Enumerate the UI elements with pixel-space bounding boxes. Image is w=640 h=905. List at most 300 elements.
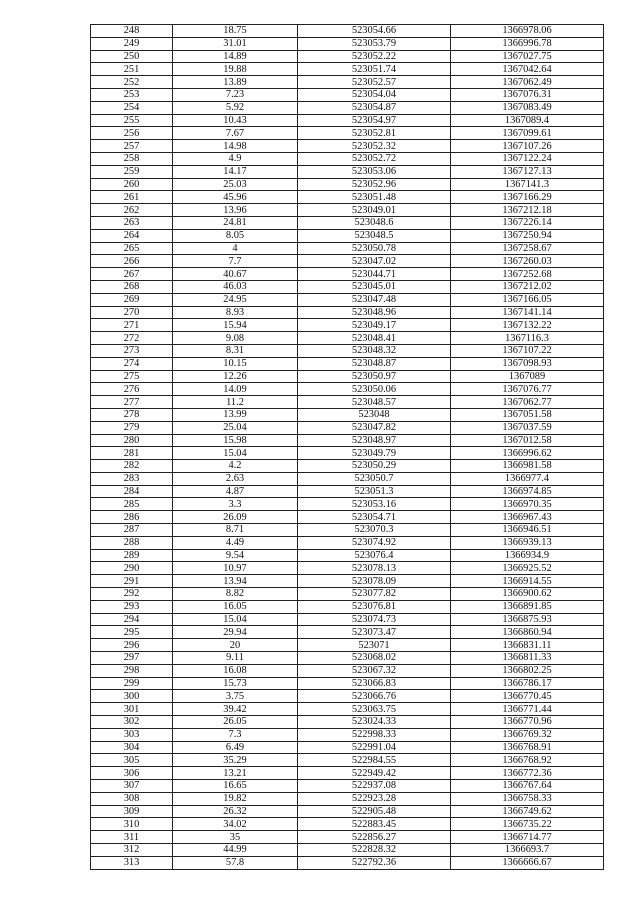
y-coordinate-cell: 1367141.14 — [451, 306, 604, 319]
point-number-cell: 262 — [91, 204, 173, 217]
x-coordinate-cell: 523054.66 — [298, 25, 451, 38]
x-coordinate-cell: 523052.81 — [298, 127, 451, 140]
table-row — [91, 204, 604, 217]
table-row — [91, 460, 604, 473]
point-number-cell: 283 — [91, 472, 173, 485]
y-coordinate-cell: 1367166.05 — [451, 293, 604, 306]
point-number-cell: 259 — [91, 165, 173, 178]
point-number-cell: 278 — [91, 408, 173, 421]
y-coordinate-cell: 1366996.78 — [451, 37, 604, 50]
x-coordinate-cell: 522949.42 — [298, 767, 451, 780]
y-coordinate-cell: 1366981.58 — [451, 460, 604, 473]
x-coordinate-cell: 523066.76 — [298, 690, 451, 703]
x-coordinate-cell: 523078.09 — [298, 575, 451, 588]
distance-cell: 9.08 — [173, 332, 298, 345]
distance-cell: 4.2 — [173, 460, 298, 473]
y-coordinate-cell: 1367062.49 — [451, 76, 604, 89]
y-coordinate-cell: 1367132.22 — [451, 319, 604, 332]
table-row — [91, 677, 604, 690]
point-number-cell: 289 — [91, 549, 173, 562]
point-number-cell: 303 — [91, 728, 173, 741]
distance-cell: 6.49 — [173, 741, 298, 754]
y-coordinate-cell: 1367212.18 — [451, 204, 604, 217]
point-number-cell: 250 — [91, 50, 173, 63]
y-coordinate-cell: 1366811.33 — [451, 652, 604, 665]
point-number-cell: 308 — [91, 792, 173, 805]
y-coordinate-cell: 1367089 — [451, 370, 604, 383]
point-number-cell: 253 — [91, 88, 173, 101]
y-coordinate-cell: 1366786.17 — [451, 677, 604, 690]
point-number-cell: 310 — [91, 818, 173, 831]
distance-cell: 3.75 — [173, 690, 298, 703]
table-row — [91, 114, 604, 127]
x-coordinate-cell: 523053.79 — [298, 37, 451, 50]
table-row — [91, 319, 604, 332]
x-coordinate-cell: 523024.33 — [298, 716, 451, 729]
x-coordinate-cell: 523063.75 — [298, 703, 451, 716]
table-row — [91, 524, 604, 537]
point-number-cell: 304 — [91, 741, 173, 754]
table-row — [91, 639, 604, 652]
point-number-cell: 284 — [91, 485, 173, 498]
x-coordinate-cell: 522923.28 — [298, 792, 451, 805]
table-row — [91, 575, 604, 588]
x-coordinate-cell: 523071 — [298, 639, 451, 652]
distance-cell: 3.3 — [173, 498, 298, 511]
table-row — [91, 741, 604, 754]
distance-cell: 16.08 — [173, 664, 298, 677]
y-coordinate-cell: 1366900.62 — [451, 588, 604, 601]
y-coordinate-cell: 1366977.4 — [451, 472, 604, 485]
distance-cell: 26.05 — [173, 716, 298, 729]
distance-cell: 18.75 — [173, 25, 298, 38]
y-coordinate-cell: 1366996.62 — [451, 447, 604, 460]
table-row — [91, 626, 604, 639]
distance-cell: 2.63 — [173, 472, 298, 485]
point-number-cell: 260 — [91, 178, 173, 191]
table-row — [91, 844, 604, 857]
point-number-cell: 272 — [91, 332, 173, 345]
x-coordinate-cell: 523070.3 — [298, 524, 451, 537]
point-number-cell: 309 — [91, 805, 173, 818]
distance-cell: 13.89 — [173, 76, 298, 89]
x-coordinate-cell: 523076.4 — [298, 549, 451, 562]
distance-cell: 19.82 — [173, 792, 298, 805]
x-coordinate-cell: 523048.6 — [298, 216, 451, 229]
point-number-cell: 248 — [91, 25, 173, 38]
x-coordinate-cell: 523048.57 — [298, 396, 451, 409]
point-number-cell: 268 — [91, 280, 173, 293]
table-row — [91, 50, 604, 63]
table-row — [91, 856, 604, 869]
table-row — [91, 434, 604, 447]
table-row — [91, 306, 604, 319]
point-number-cell: 295 — [91, 626, 173, 639]
distance-cell: 31.01 — [173, 37, 298, 50]
y-coordinate-cell: 1366735.22 — [451, 818, 604, 831]
y-coordinate-cell: 1367027.75 — [451, 50, 604, 63]
distance-cell: 10.43 — [173, 114, 298, 127]
distance-cell: 7.67 — [173, 127, 298, 140]
table-row — [91, 396, 604, 409]
coordinate-table — [90, 24, 604, 870]
y-coordinate-cell: 1366714.77 — [451, 831, 604, 844]
x-coordinate-cell: 523048.97 — [298, 434, 451, 447]
distance-cell: 24.95 — [173, 293, 298, 306]
point-number-cell: 269 — [91, 293, 173, 306]
distance-cell: 8.93 — [173, 306, 298, 319]
x-coordinate-cell: 523049.17 — [298, 319, 451, 332]
table-row — [91, 165, 604, 178]
point-number-cell: 271 — [91, 319, 173, 332]
table-row — [91, 511, 604, 524]
point-number-cell: 266 — [91, 255, 173, 268]
distance-cell: 8.82 — [173, 588, 298, 601]
x-coordinate-cell: 523050.29 — [298, 460, 451, 473]
y-coordinate-cell: 1367051.58 — [451, 408, 604, 421]
y-coordinate-cell: 1367083.49 — [451, 101, 604, 114]
point-number-cell: 311 — [91, 831, 173, 844]
table-row — [91, 344, 604, 357]
x-coordinate-cell: 522905.48 — [298, 805, 451, 818]
point-number-cell: 257 — [91, 140, 173, 153]
point-number-cell: 306 — [91, 767, 173, 780]
x-coordinate-cell: 522883.45 — [298, 818, 451, 831]
x-coordinate-cell: 523054.87 — [298, 101, 451, 114]
distance-cell: 14.98 — [173, 140, 298, 153]
table-row — [91, 152, 604, 165]
y-coordinate-cell: 1367141.3 — [451, 178, 604, 191]
point-number-cell: 302 — [91, 716, 173, 729]
x-coordinate-cell: 522998.33 — [298, 728, 451, 741]
y-coordinate-cell: 1367226.14 — [451, 216, 604, 229]
table-row — [91, 754, 604, 767]
point-number-cell: 256 — [91, 127, 173, 140]
table-row — [91, 690, 604, 703]
point-number-cell: 297 — [91, 652, 173, 665]
y-coordinate-cell: 1366939.13 — [451, 536, 604, 549]
distance-cell: 44.99 — [173, 844, 298, 857]
table-row — [91, 255, 604, 268]
table-row — [91, 562, 604, 575]
y-coordinate-cell: 1366768.91 — [451, 741, 604, 754]
distance-cell: 19.88 — [173, 63, 298, 76]
x-coordinate-cell: 523051.48 — [298, 191, 451, 204]
y-coordinate-cell: 1367062.77 — [451, 396, 604, 409]
distance-cell: 26.32 — [173, 805, 298, 818]
x-coordinate-cell: 523074.73 — [298, 613, 451, 626]
x-coordinate-cell: 523052.72 — [298, 152, 451, 165]
x-coordinate-cell: 523049.79 — [298, 447, 451, 460]
point-number-cell: 300 — [91, 690, 173, 703]
point-number-cell: 301 — [91, 703, 173, 716]
x-coordinate-cell: 523047.48 — [298, 293, 451, 306]
y-coordinate-cell: 1366831.11 — [451, 639, 604, 652]
distance-cell: 15.98 — [173, 434, 298, 447]
x-coordinate-cell: 523054.04 — [298, 88, 451, 101]
x-coordinate-cell: 523078.13 — [298, 562, 451, 575]
distance-cell: 57.8 — [173, 856, 298, 869]
distance-cell: 4.9 — [173, 152, 298, 165]
point-number-cell: 276 — [91, 383, 173, 396]
point-number-cell: 258 — [91, 152, 173, 165]
distance-cell: 9.11 — [173, 652, 298, 665]
x-coordinate-cell: 523050.78 — [298, 242, 451, 255]
table-row — [91, 600, 604, 613]
table-row — [91, 370, 604, 383]
table-row — [91, 805, 604, 818]
x-coordinate-cell: 522984.55 — [298, 754, 451, 767]
x-coordinate-cell: 523053.06 — [298, 165, 451, 178]
distance-cell: 35 — [173, 831, 298, 844]
y-coordinate-cell: 1366768.92 — [451, 754, 604, 767]
x-coordinate-cell: 523066.83 — [298, 677, 451, 690]
distance-cell: 5.92 — [173, 101, 298, 114]
table-row — [91, 383, 604, 396]
point-number-cell: 249 — [91, 37, 173, 50]
distance-cell: 4.49 — [173, 536, 298, 549]
table-row — [91, 549, 604, 562]
distance-cell: 11.2 — [173, 396, 298, 409]
y-coordinate-cell: 1367099.61 — [451, 127, 604, 140]
point-number-cell: 265 — [91, 242, 173, 255]
y-coordinate-cell: 1366802.25 — [451, 664, 604, 677]
y-coordinate-cell: 1366771.44 — [451, 703, 604, 716]
x-coordinate-cell: 523050.97 — [298, 370, 451, 383]
distance-cell: 8.31 — [173, 344, 298, 357]
y-coordinate-cell: 1367076.31 — [451, 88, 604, 101]
y-coordinate-cell: 1366749.62 — [451, 805, 604, 818]
point-number-cell: 286 — [91, 511, 173, 524]
x-coordinate-cell: 523050.7 — [298, 472, 451, 485]
table-row — [91, 293, 604, 306]
distance-cell: 4 — [173, 242, 298, 255]
table-row — [91, 127, 604, 140]
point-number-cell: 282 — [91, 460, 173, 473]
distance-cell: 12.26 — [173, 370, 298, 383]
y-coordinate-cell: 1366666.67 — [451, 856, 604, 869]
distance-cell: 39.42 — [173, 703, 298, 716]
table-row — [91, 332, 604, 345]
y-coordinate-cell: 1367107.26 — [451, 140, 604, 153]
y-coordinate-cell: 1367116.3 — [451, 332, 604, 345]
y-coordinate-cell: 1366978.06 — [451, 25, 604, 38]
y-coordinate-cell: 1367042.64 — [451, 63, 604, 76]
table-row — [91, 216, 604, 229]
point-number-cell: 255 — [91, 114, 173, 127]
table-row — [91, 716, 604, 729]
table-row — [91, 588, 604, 601]
distance-cell: 20 — [173, 639, 298, 652]
y-coordinate-cell: 1366758.33 — [451, 792, 604, 805]
point-number-cell: 270 — [91, 306, 173, 319]
x-coordinate-cell: 523047.02 — [298, 255, 451, 268]
y-coordinate-cell: 1366875.93 — [451, 613, 604, 626]
x-coordinate-cell: 523051.74 — [298, 63, 451, 76]
table-row — [91, 831, 604, 844]
distance-cell: 26.09 — [173, 511, 298, 524]
distance-cell: 4.87 — [173, 485, 298, 498]
y-coordinate-cell: 1366946.51 — [451, 524, 604, 537]
x-coordinate-cell: 523048.96 — [298, 306, 451, 319]
point-number-cell: 293 — [91, 600, 173, 613]
point-number-cell: 254 — [91, 101, 173, 114]
x-coordinate-cell: 523053.16 — [298, 498, 451, 511]
y-coordinate-cell: 1366772.36 — [451, 767, 604, 780]
table-row — [91, 613, 604, 626]
point-number-cell: 305 — [91, 754, 173, 767]
table-row — [91, 88, 604, 101]
distance-cell: 8.05 — [173, 229, 298, 242]
x-coordinate-cell: 523052.96 — [298, 178, 451, 191]
distance-cell: 40.67 — [173, 268, 298, 281]
x-coordinate-cell: 522937.08 — [298, 780, 451, 793]
distance-cell: 14.09 — [173, 383, 298, 396]
point-number-cell: 264 — [91, 229, 173, 242]
x-coordinate-cell: 523044.71 — [298, 268, 451, 281]
x-coordinate-cell: 522828.32 — [298, 844, 451, 857]
table-row — [91, 664, 604, 677]
distance-cell: 14.89 — [173, 50, 298, 63]
distance-cell: 10.15 — [173, 357, 298, 370]
x-coordinate-cell: 523049.01 — [298, 204, 451, 217]
distance-cell: 15.04 — [173, 613, 298, 626]
point-number-cell: 280 — [91, 434, 173, 447]
coordinate-table-body — [91, 25, 604, 870]
y-coordinate-cell: 1366891.85 — [451, 600, 604, 613]
table-row — [91, 357, 604, 370]
table-row — [91, 280, 604, 293]
distance-cell: 16.65 — [173, 780, 298, 793]
table-row — [91, 728, 604, 741]
x-coordinate-cell: 522792.36 — [298, 856, 451, 869]
distance-cell: 45.96 — [173, 191, 298, 204]
point-number-cell: 298 — [91, 664, 173, 677]
point-number-cell: 273 — [91, 344, 173, 357]
point-number-cell: 275 — [91, 370, 173, 383]
y-coordinate-cell: 1366974.85 — [451, 485, 604, 498]
distance-cell: 34.02 — [173, 818, 298, 831]
x-coordinate-cell: 523077.82 — [298, 588, 451, 601]
x-coordinate-cell: 523054.71 — [298, 511, 451, 524]
x-coordinate-cell: 523074.92 — [298, 536, 451, 549]
x-coordinate-cell: 522991.04 — [298, 741, 451, 754]
point-number-cell: 299 — [91, 677, 173, 690]
y-coordinate-cell: 1367260.03 — [451, 255, 604, 268]
x-coordinate-cell: 523052.57 — [298, 76, 451, 89]
table-row — [91, 178, 604, 191]
y-coordinate-cell: 1366970.35 — [451, 498, 604, 511]
point-number-cell: 251 — [91, 63, 173, 76]
distance-cell: 7.23 — [173, 88, 298, 101]
y-coordinate-cell: 1366860.94 — [451, 626, 604, 639]
point-number-cell: 252 — [91, 76, 173, 89]
distance-cell: 13.99 — [173, 408, 298, 421]
point-number-cell: 291 — [91, 575, 173, 588]
y-coordinate-cell: 1367212.02 — [451, 280, 604, 293]
point-number-cell: 274 — [91, 357, 173, 370]
x-coordinate-cell: 523054.97 — [298, 114, 451, 127]
table-row — [91, 447, 604, 460]
distance-cell: 9.54 — [173, 549, 298, 562]
y-coordinate-cell: 1367252.68 — [451, 268, 604, 281]
table-row — [91, 25, 604, 38]
point-number-cell: 267 — [91, 268, 173, 281]
distance-cell: 10.97 — [173, 562, 298, 575]
y-coordinate-cell: 1367250.94 — [451, 229, 604, 242]
y-coordinate-cell: 1366914.55 — [451, 575, 604, 588]
distance-cell: 15.04 — [173, 447, 298, 460]
x-coordinate-cell: 523045.01 — [298, 280, 451, 293]
point-number-cell: 261 — [91, 191, 173, 204]
x-coordinate-cell: 523067.32 — [298, 664, 451, 677]
table-row — [91, 242, 604, 255]
table-row — [91, 63, 604, 76]
x-coordinate-cell: 523073.47 — [298, 626, 451, 639]
distance-cell: 8.71 — [173, 524, 298, 537]
y-coordinate-cell: 1366770.45 — [451, 690, 604, 703]
table-row — [91, 268, 604, 281]
point-number-cell: 285 — [91, 498, 173, 511]
table-row — [91, 421, 604, 434]
y-coordinate-cell: 1367037.59 — [451, 421, 604, 434]
table-row — [91, 101, 604, 114]
y-coordinate-cell: 1366693.7 — [451, 844, 604, 857]
distance-cell: 29.94 — [173, 626, 298, 639]
x-coordinate-cell: 523048.32 — [298, 344, 451, 357]
y-coordinate-cell: 1367012.58 — [451, 434, 604, 447]
distance-cell: 13.96 — [173, 204, 298, 217]
x-coordinate-cell: 523048.41 — [298, 332, 451, 345]
table-row — [91, 767, 604, 780]
table-row — [91, 229, 604, 242]
table-row — [91, 792, 604, 805]
point-number-cell: 294 — [91, 613, 173, 626]
point-number-cell: 263 — [91, 216, 173, 229]
point-number-cell: 296 — [91, 639, 173, 652]
distance-cell: 15.94 — [173, 319, 298, 332]
point-number-cell: 313 — [91, 856, 173, 869]
point-number-cell: 312 — [91, 844, 173, 857]
distance-cell: 13.94 — [173, 575, 298, 588]
point-number-cell: 287 — [91, 524, 173, 537]
table-row — [91, 408, 604, 421]
y-coordinate-cell: 1367098.93 — [451, 357, 604, 370]
distance-cell: 25.03 — [173, 178, 298, 191]
y-coordinate-cell: 1367127.13 — [451, 165, 604, 178]
table-row — [91, 536, 604, 549]
y-coordinate-cell: 1367089.4 — [451, 114, 604, 127]
distance-cell: 7.3 — [173, 728, 298, 741]
y-coordinate-cell: 1367122.24 — [451, 152, 604, 165]
table-row — [91, 652, 604, 665]
x-coordinate-cell: 523050.06 — [298, 383, 451, 396]
distance-cell: 14.17 — [173, 165, 298, 178]
point-number-cell: 307 — [91, 780, 173, 793]
x-coordinate-cell: 523052.32 — [298, 140, 451, 153]
table-row — [91, 498, 604, 511]
y-coordinate-cell: 1366769.32 — [451, 728, 604, 741]
point-number-cell: 281 — [91, 447, 173, 460]
x-coordinate-cell: 523048 — [298, 408, 451, 421]
table-row — [91, 780, 604, 793]
table-row — [91, 37, 604, 50]
distance-cell: 15.73 — [173, 677, 298, 690]
x-coordinate-cell: 523048.5 — [298, 229, 451, 242]
distance-cell: 16.05 — [173, 600, 298, 613]
table-row — [91, 76, 604, 89]
distance-cell: 24.81 — [173, 216, 298, 229]
